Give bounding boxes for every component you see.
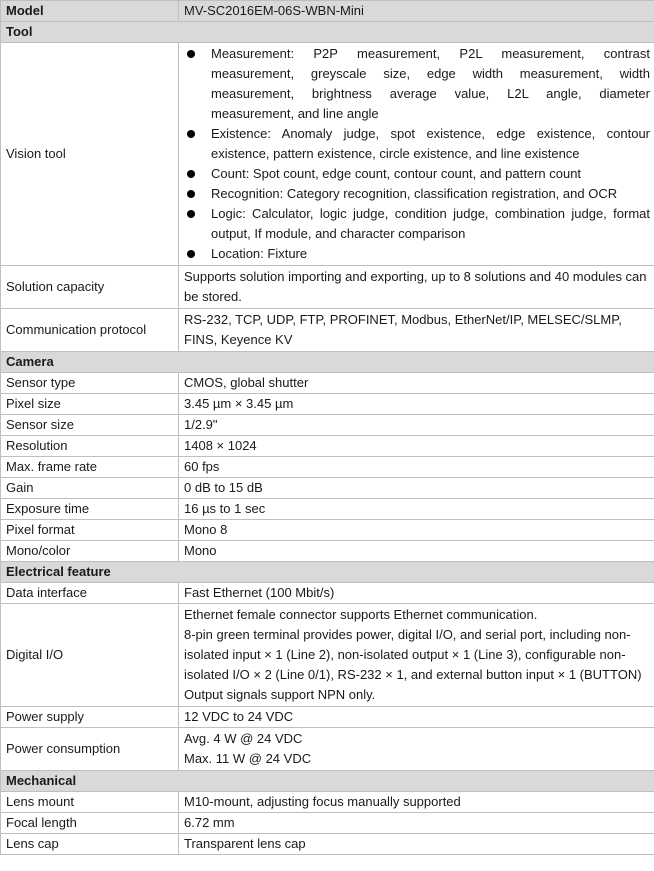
spec-label: Mono/color — [1, 541, 179, 562]
spec-row-max-frame-rate — [1, 457, 654, 478]
spec-label: Data interface — [1, 583, 179, 604]
spec-label: Gain — [1, 478, 179, 499]
list-item: Measurement: P2P measurement, P2L measurement, contrast measurement, greyscale size, edge width measurement, width measurement, brightness average value, L2L angle, diameter measurement, and line angle — [211, 44, 650, 124]
spec-row-communication-protocol — [1, 309, 654, 352]
spec-value: 3.45 µm × 3.45 µm — [179, 394, 654, 415]
section-title: Tool — [1, 22, 654, 43]
spec-value: RS-232, TCP, UDP, FTP, PROFINET, Modbus, EtherNet/IP, MELSEC/SLMP, FINS, Keyence KV — [179, 309, 654, 352]
spec-value — [179, 43, 654, 266]
spec-row-sensor-type — [1, 373, 654, 394]
digital-io-line: 8-pin green terminal provides power, digital I/O, and serial port, including non-isolated input × 1 (Line 2), non-isolated output × 1 (Line 3), configurable non-isolated I/O × 2 (Line 0/1), RS-232 × 1, and external button input × 1 (BUTTON) — [184, 627, 642, 682]
spec-value: Mono 8 — [179, 520, 654, 541]
digital-io-line: Output signals support NPN only. — [184, 687, 376, 702]
spec-value: 16 µs to 1 sec — [179, 499, 654, 520]
spec-value: 1/2.9" — [179, 415, 654, 436]
bullet-icon — [187, 170, 195, 178]
section-header-mechanical — [1, 771, 654, 792]
model-value: MV-SC2016EM-06S-WBN-Mini — [179, 1, 654, 22]
spec-label: Solution capacity — [1, 266, 179, 309]
section-header-electrical — [1, 562, 654, 583]
spec-label: Lens mount — [1, 792, 179, 813]
spec-value: Fast Ethernet (100 Mbit/s) — [179, 583, 654, 604]
spec-row-data-interface — [1, 583, 654, 604]
spec-row-power-consumption — [1, 728, 654, 771]
spec-value: Supports solution importing and exporting, up to 8 solutions and 40 modules can be stored. — [179, 266, 654, 309]
spec-value: 6.72 mm — [179, 813, 654, 834]
digital-io-line: Ethernet female connector supports Ethernet communication. — [184, 607, 538, 622]
spec-label: Sensor size — [1, 415, 179, 436]
spec-row-resolution — [1, 436, 654, 457]
spec-row-solution-capacity — [1, 266, 654, 309]
spec-value: M10-mount, adjusting focus manually supported — [179, 792, 654, 813]
bullet-icon — [187, 50, 195, 58]
bullet-icon — [187, 190, 195, 198]
spec-row-vision-tool — [1, 43, 654, 266]
spec-value — [179, 728, 654, 771]
list-item: Location: Fixture — [211, 244, 650, 264]
spec-label: Power consumption — [1, 728, 179, 771]
spec-row-pixel-format — [1, 520, 654, 541]
spec-label: Lens cap — [1, 834, 179, 855]
spec-value: 1408 × 1024 — [179, 436, 654, 457]
section-header-camera — [1, 352, 654, 373]
spec-label: Digital I/O — [1, 604, 179, 707]
spec-row-lens-mount — [1, 792, 654, 813]
vision-tool-list — [184, 44, 650, 264]
list-item: Recognition: Category recognition, classification registration, and OCR — [211, 184, 650, 204]
section-title: Mechanical — [1, 771, 654, 792]
spec-label: Pixel format — [1, 520, 179, 541]
spec-label: Focal length — [1, 813, 179, 834]
section-title: Electrical feature — [1, 562, 654, 583]
spec-row-lens-cap — [1, 834, 654, 855]
spec-label: Pixel size — [1, 394, 179, 415]
spec-label: Sensor type — [1, 373, 179, 394]
spec-row-power-supply — [1, 707, 654, 728]
spec-row-mono-color — [1, 541, 654, 562]
spec-row-pixel-size — [1, 394, 654, 415]
bullet-icon — [187, 250, 195, 258]
spec-label: Communication protocol — [1, 309, 179, 352]
bullet-icon — [187, 130, 195, 138]
spec-row-sensor-size — [1, 415, 654, 436]
list-item: Count: Spot count, edge count, contour count, and pattern count — [211, 164, 650, 184]
spec-label: Exposure time — [1, 499, 179, 520]
bullet-icon — [187, 210, 195, 218]
section-header-tool — [1, 22, 654, 43]
spec-label: Power supply — [1, 707, 179, 728]
spec-label: Max. frame rate — [1, 457, 179, 478]
spec-row-digital-io — [1, 604, 654, 707]
spec-label: Resolution — [1, 436, 179, 457]
list-item: Logic: Calculator, logic judge, condition judge, combination judge, format output, If module, and character comparison — [211, 204, 650, 244]
spec-value: 12 VDC to 24 VDC — [179, 707, 654, 728]
spec-value: Transparent lens cap — [179, 834, 654, 855]
spec-value: 0 dB to 15 dB — [179, 478, 654, 499]
spec-value: CMOS, global shutter — [179, 373, 654, 394]
spec-value: Mono — [179, 541, 654, 562]
spec-row-focal-length — [1, 813, 654, 834]
list-item: Existence: Anomaly judge, spot existence, edge existence, contour existence, pattern existence, circle existence, and line existence — [211, 124, 650, 164]
spec-label: Vision tool — [1, 43, 179, 266]
spec-row-exposure-time — [1, 499, 654, 520]
spec-value: 60 fps — [179, 457, 654, 478]
model-label: Model — [1, 1, 179, 22]
section-title: Camera — [1, 352, 654, 373]
spec-value — [179, 604, 654, 707]
model-header-row — [1, 1, 654, 22]
power-consumption-line: Max. 11 W @ 24 VDC — [184, 751, 312, 766]
power-consumption-line: Avg. 4 W @ 24 VDC — [184, 731, 303, 746]
spec-row-gain — [1, 478, 654, 499]
